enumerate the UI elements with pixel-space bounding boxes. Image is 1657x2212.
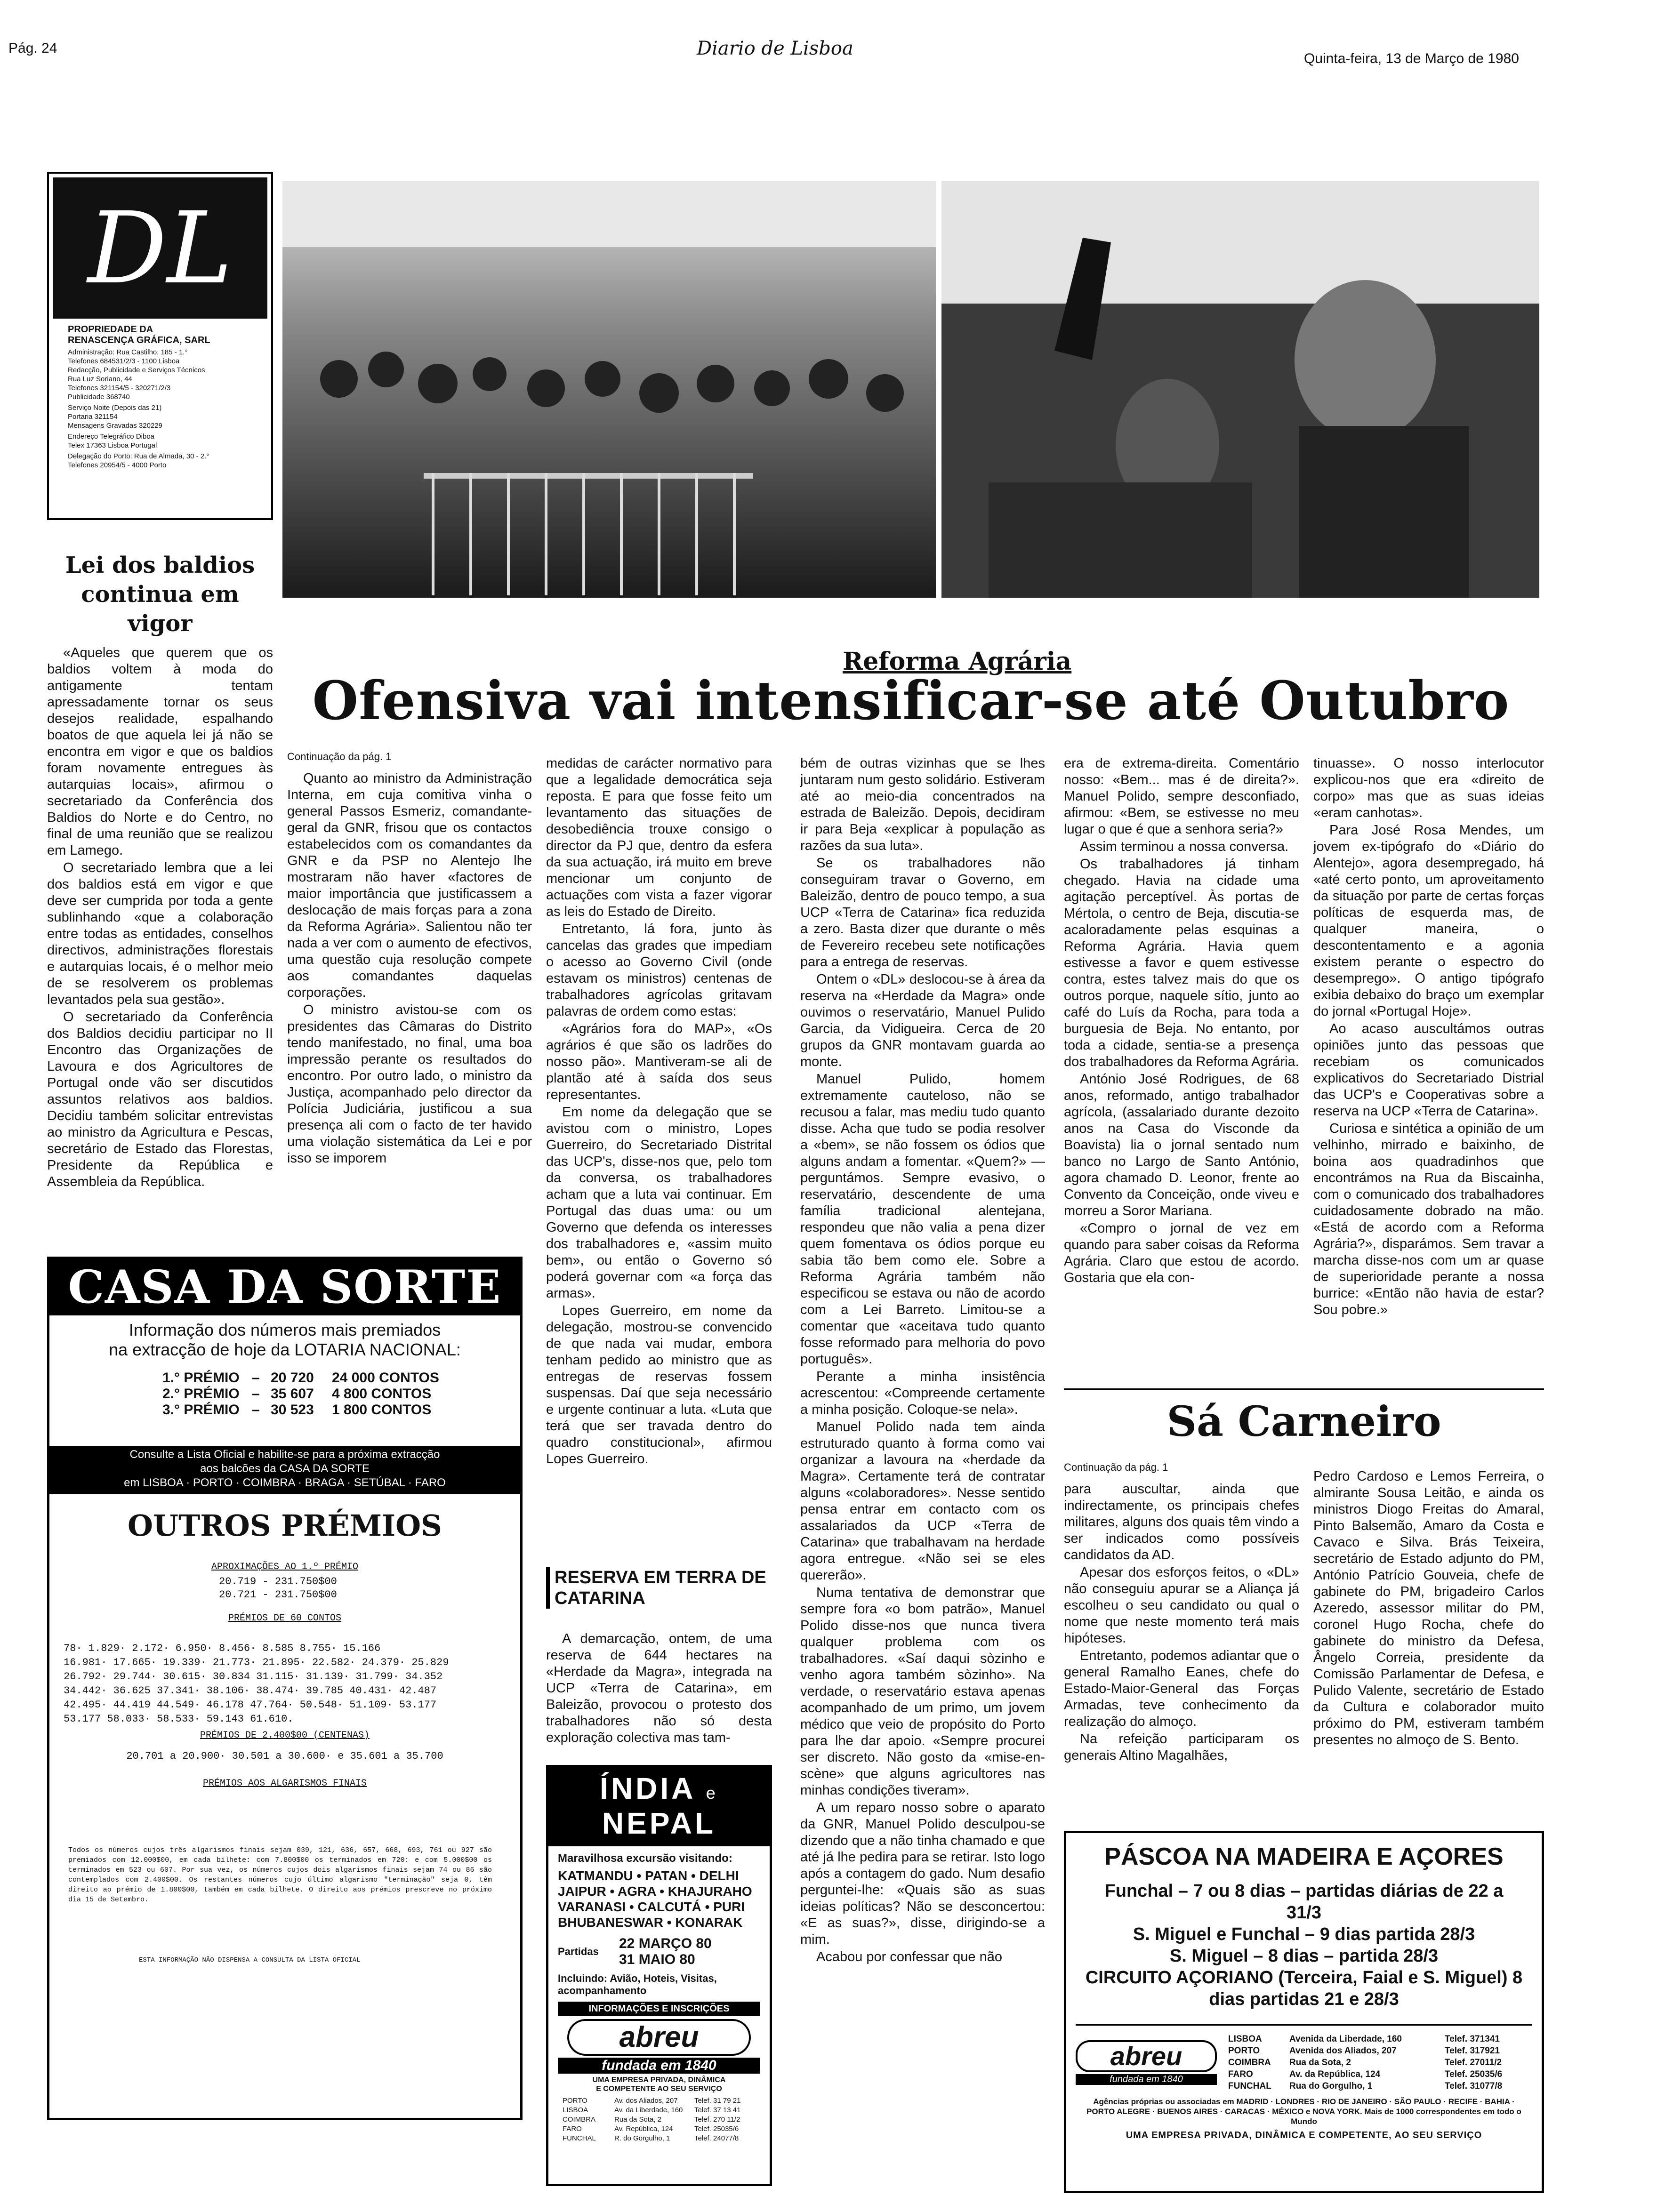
office-row — [1228, 2045, 1532, 2057]
prize-row: 2.° PRÉMIO – 35 607 4 800 CONTOS — [162, 1386, 432, 1402]
centenas-title: PRÉMIOS DE 2.400$00 (CENTENAS) — [200, 1730, 370, 1741]
p60-row: 26.792· 29.744· 30.615· 30.834 31.115· 31.139· 31.799· 34.352 — [64, 1671, 443, 1683]
section-kicker: Reforma Agrária — [843, 647, 1072, 676]
office-field: PORTO — [1228, 2046, 1260, 2056]
paragraph: A demarcação, ontem, de uma reserva de 644 hectares na «Herdade da Magra», integrada na UCP «Terra de Catarina», em Baleizão, provocou o protesto dos trabalhadores não só desta exploração colectiva mas tam- — [546, 1631, 772, 1745]
casa-sorte-intro: Informação dos números mais premiados — [129, 1320, 441, 1339]
subhead-reserva: RESERVA EM TERRA DE CATARINA — [546, 1567, 772, 1609]
office-field: 4 800 CONTOS — [332, 1386, 432, 1402]
office-field: 30 523 — [271, 1402, 314, 1418]
prize-row: 1.° PRÉMIO – 20 720 24 000 CONTOS — [162, 1370, 439, 1386]
casa-sorte-intro: na extracção de hoje da LOTARIA NACIONAL: — [109, 1340, 461, 1359]
pascoa-line: S. Miguel e Funchal – 9 dias partida 28/3 — [1133, 1924, 1475, 1944]
office-field: Av. da Liberdade, 160 — [614, 2106, 683, 2114]
ad-includes: Incluindo: Avião, Hoteis, Visitas, acompanhamento — [558, 1972, 717, 1996]
paragraph: tinuasse». O nosso interlocutor explicou-nos que era «direito de corpo» mas que as suas ideias «eram canhotas». — [1313, 756, 1544, 820]
finais-text: Todos os números cujos três algarismos finais sejam 039, 121, 636, 657, 668, 693, 761 ou 927 são premiados com 12.000$00, em cada bilhete: com 7.800$00 os terminados em 720: e com 5.000$00 os terminados em 523 ou 607. Por sua vez, os números cujos dois algarismos finais sejam 74 ou 86 são contemplados com 2.400$00. Os restantes números cujo último algarismo "terminação" seja 0, têm direito ao prémio de 1.800$00, também em cada bilhete. O direito aos prémios prescreve no próximo dia 15 de Setembro. — [68, 1846, 492, 1904]
paragraph: Perante a minha insistência acrescentou: «Compreende certamente a minha posição. Coloque-se nela». — [800, 1369, 1045, 1417]
abreu-logo: abreu — [1076, 2040, 1217, 2072]
paragraph: Pedro Cardoso e Lemos Ferreira, o almirante Sousa Leitão, e ainda os ministros Diogo Freitas do Amaral, Pinto Balsemão, Amaro da Costa e Cavaco e Silva. Brás Teixeira, secretário de Estado adjunto do PM, António Patrício Gouveia, chefe de gabinete do PM, brigadeiro Carlos Azeredo, assessor militar do PM, coronel Hugo Rocha, chefe do gabinete do ministro da Defesa, Ângelo Correia, presidente da Comissão Parlamentar de Defesa, e Pulido Valente, secretário de Estado da Cultura e colaborador muito próximo do PM, estiveram também presentes no almoço de S. Bento. — [1313, 1469, 1544, 1747]
office-field: 20 720 — [271, 1370, 314, 1386]
dl-contact-line: Telex 17363 Lisboa Portugal — [68, 441, 157, 449]
abreu-founded: fundada em 1840 — [1076, 2074, 1217, 2085]
office-row — [563, 2096, 756, 2106]
paragraph: Curiosa e sintética a opinião de um velhinho, mirrado e baixinho, de boina aos quadradinhos que encontrámos na Rua da Biscainha, com o comunicado dos trabalhadores cuidadosamente dobrado na mão. «Está de acordo com a Reforma Agrária?», disparámos. Sem travar a marcha disse-nos com um ar quase de superioridade perante a nossa burrice: «Então não havia de estar? Sou pobre.» — [1313, 1121, 1544, 1317]
dl-owner-2: RENASCENÇA GRÁFICA, SARL — [68, 335, 210, 345]
baldios-title-line: Lei dos baldios — [65, 552, 255, 578]
carneiro-rule — [1064, 1388, 1544, 1390]
pascoa-line: Funchal – 7 ou 8 dias – partidas diárias de 22 a 31/3 — [1104, 1881, 1504, 1923]
abreu-founded: fundada em 1840 — [558, 2058, 760, 2074]
reforma-column-4 — [1064, 755, 1299, 1287]
office-row — [1228, 2068, 1532, 2080]
place-line: BHUBANESWAR • KONARAK — [558, 1915, 743, 1930]
pascoa-ad — [1064, 1831, 1544, 2193]
paragraph: bém de outras vizinhas que se lhes juntaram num gesto solidário. Estiveram até ao meio-dia concentrados na estrada de Baleizão. Depois, decidiram ir para Beja «explicar à população as razões da sua luta». — [800, 756, 1045, 853]
india-nepal-ad — [546, 1765, 772, 2186]
centenas-values: 20.701 a 20.900· 30.501 a 30.600· e 35.601 a 35.700 — [126, 1750, 443, 1762]
reforma-column-1 — [287, 748, 532, 1168]
dl-contact-line: Rua Luz Soriano, 44 — [68, 375, 132, 383]
outros-title: OUTROS PRÉMIOS — [128, 1508, 442, 1543]
paragraph: A um reparo nosso sobre o aparato da GNR, Manuel Polido desculpou-se dizendo que a não tinha chamado e que até já lhe pedira para se retirar. Isto logo após a contagem do gado. Num desafio perguntei-lhe: «Quais são as suas ideias políticas? Não se desconcertou: «E as suas?», disse, dirigindo-se a mim. — [800, 1800, 1045, 1947]
abreu-logo: abreu — [567, 2019, 751, 2056]
paragraph: Ontem o «DL» deslocou-se à área da reserva na «Herdade da Magra» onde ouvimos o reservatário, Manuel Pulido Garcia, da Vidigueira. Cerca de 20 grupos da GNR montavam guarda ao monte. — [800, 972, 1045, 1069]
office-field: Telef. 37 13 41 — [694, 2106, 741, 2114]
office-field: FARO — [563, 2125, 582, 2133]
pascoa-line: S. Miguel – 8 dias – partida 28/3 — [1169, 1946, 1439, 1966]
ad-info-banner: INFORMAÇÕES E INSCRIÇÕES — [558, 2002, 760, 2016]
prize-row: 3.° PRÉMIO – 30 523 1 800 CONTOS — [162, 1402, 432, 1418]
paragraph: António José Rodrigues, de 68 anos, reformado, antigo trabalhador agrícola, (assalariado durante dezoito anos na Casa do Visconde da Boavista) lia o jornal sentado num banco no Largo de Santo António, agora chamado D. Leonor, frente ao Convento da Conceição, onde viveu e morreu a Soror Mariana. — [1064, 1072, 1299, 1218]
prize-list — [162, 1370, 520, 1418]
p60-row: 34.442· 36.625 37.341· 38.106· 38.474· 39.785 40.431· 42.487 — [64, 1685, 437, 1697]
paragraph: Entretanto, lá fora, junto às cancelas das grades que impediam o acesso ao Governo Civil (onde estavam os ministros) centenas de trabalhadores agrícolas gritavam palavras de ordem como estas: — [546, 922, 772, 1019]
office-field: Telef. 27011/2 — [1445, 2058, 1502, 2068]
paragraph: Quanto ao ministro da Administração Interna, em cuja comitiva vinha o general Passos Esmeriz, comandante-geral da GNR, frisou que os contactos estabelecidos com os comandantes da GNR e da PSP no Alentejo lhe mostraram não haver «factores de maior importância que justificassem a deslocação de mais forças para a zona da Reforma Agrária». Salientou não ter nada a ver com o aumento de efectivos, uma questão cuja resolução compete aos comandantes daquelas corporações. — [287, 771, 532, 1000]
partidas-label: Partidas — [558, 1946, 599, 1957]
dl-contact-line: Publicidade 368740 — [68, 393, 130, 401]
paragraph: Manuel Pulido, homem extremamente cauteloso, não se recusou a falar, mas mediu tudo quanto disse. Acha que tudo se podia resolver a «bem», se não fossem os ódios que alguns andam a fomentar. «Quem?» — perguntámos. Sempre evasivo, o reservatário, descendente de uma família tradicional alentejana, respondeu que não valia a pena dizer quem fomentava os ódios porque eu sabia tão bem como ele. Sobre a Reforma Agrária também não especificou se estava ou não de acordo com a Lei Barreto. Limitou-se a comentar que «aceitava tudo quanto fosse reformado para melhoria do povo português». — [800, 1072, 1045, 1367]
footer-line: em LISBOA · PORTO · COIMBRA · BRAGA · SETÚBAL · FARO — [124, 1476, 446, 1489]
paragraph: Na refeição participaram os generais Altino Magalhães, — [1064, 1731, 1299, 1763]
paragraph: «Compro o jornal de vez em quando para saber coisas da Reforma Agrária. Claro que estou de acordo. Gostaria que ela con- — [1064, 1221, 1299, 1285]
office-row — [563, 2134, 756, 2143]
paragraph: para auscultar, ainda que indirectamente, os principais chefes militares, alguns dos quais têm vindo a ser indicados como possíveis candidatos da AD. — [1064, 1482, 1299, 1563]
dl-contacts — [68, 348, 252, 470]
finais-title: PRÉMIOS AOS ALGARISMOS FINAIS — [202, 1778, 367, 1789]
office-field: 1.° PRÉMIO — [162, 1370, 240, 1386]
office-field: R. do Gorgulho, 1 — [614, 2134, 670, 2142]
footer-line: aos balcões da CASA DA SORTE — [200, 1462, 370, 1475]
footer-line: Consulte a Lista Oficial e habilite-se para a próxima extracção — [129, 1448, 440, 1461]
ad-offices — [548, 2093, 770, 2146]
continued-note: Continuação da pág. 1 — [1064, 1461, 1168, 1473]
ad-title-and: e — [706, 1783, 718, 1803]
partida-date: 22 MARÇO 80 — [619, 1936, 712, 1951]
dl-contact-line: Serviço Noite (Depois das 21) — [68, 404, 162, 412]
office-field: Telef. 25035/6 — [1445, 2069, 1503, 2079]
office-field: FUNCHAL — [1228, 2081, 1271, 2091]
paragraph: Se os trabalhadores não conseguiram travar o Governo, em Baleizão, dentro de pouco tempo, a sua UCP «Terra de Catarina» fica reduzida a zero. Basta dizer que durante o mês de Fevereiro recebeu sete notificações para a entrega de reservas. — [800, 856, 1045, 970]
paragraph: Em nome da delegação que se avistou com o ministro, Lopes Guerreiro, do Secretariado Distrital das UCP's, disse-nos que, pelo tom da conversa, os trabalhadores acham que a luta vai continuar. Em Portugal das duas uma: ou um Governo que defenda os interesses dos trabalhadores e, «assim muito bem», ou então o Governo só poderá governar com «a força das armas». — [546, 1105, 772, 1301]
office-field: Rua do Gorgulho, 1 — [1289, 2081, 1373, 2091]
office-field: Rua da Sota, 2 — [1289, 2058, 1351, 2068]
page-number: Pág. 24 — [8, 40, 57, 56]
dl-contact-line: Portaria 321154 — [68, 413, 118, 421]
p60-title: PRÉMIOS DE 60 CONTOS — [228, 1613, 342, 1624]
crowd-photo — [282, 181, 936, 598]
paragraph: «Agrários fora do MAP», «Os agrários é que são os ladrões do nosso pão». Mantiveram-se ali de plantão até à saída dos seus representantes. — [546, 1021, 772, 1102]
office-field: Rua da Sota, 2 — [614, 2116, 662, 2124]
outros-note: ESTA INFORMAÇÃO NÃO DISPENSA A CONSULTA DA LISTA OFICIAL — [139, 1956, 361, 1964]
office-field: Av. dos Aliados, 207 — [614, 2097, 678, 2105]
office-row — [563, 2106, 756, 2115]
office-field: Telef. 25035/6 — [694, 2125, 739, 2133]
office-field: Telef. 31 79 21 — [694, 2097, 741, 2105]
paragraph: Manuel Polido nada tem ainda estruturado quanto à forma como vai organizar a lavoura na «herdade da Magra». Certamente terá de contratar alguns «colaboradores». Nesse sentido pensa entrar em contacto com os assalariados da UCP «Terra de Catarina» que trabalhavam na herdade agora entregue. «Não sei se eles quererão». — [800, 1419, 1045, 1583]
paragraph: era de extrema-direita. Comentário nosso: «Bem... mas é de direita?». Manuel Polido, sempre desconfiado, afirmou: «Bem, se estivesse no meu lugar o que é que a senhora seria?» — [1064, 756, 1299, 837]
ad-places — [548, 1868, 770, 1930]
reforma-column-3 — [800, 755, 1045, 1966]
reforma-column-5 — [1313, 755, 1544, 1319]
ad-title-india: ÍNDIA — [600, 1771, 695, 1805]
office-field: Av. da República, 124 — [1289, 2069, 1381, 2079]
newspaper-title: Diario de Lisboa — [697, 38, 853, 59]
tagline-line: E COMPETENTE AO SEU SERVIÇO — [596, 2085, 722, 2093]
main-headline: Ofensiva vai intensificar-se até Outubro — [312, 670, 1510, 732]
abreu-tagline — [548, 2076, 770, 2093]
office-field: PORTO — [563, 2097, 587, 2105]
tagline-line: UMA EMPRESA PRIVADA, DINÂMICA — [592, 2076, 726, 2084]
office-row — [563, 2115, 756, 2124]
carneiro-column-1 — [1064, 1459, 1299, 1765]
office-field: Telef. 371341 — [1445, 2034, 1500, 2044]
p60-list — [64, 1642, 520, 1726]
office-field: COIMBRA — [1228, 2058, 1271, 2068]
office-field: FUNCHAL — [563, 2134, 596, 2142]
dl-contact-line: Telefones 684531/2/3 - 1100 Lisboa — [68, 357, 180, 365]
paragraph: Acabou por confessar que não — [816, 1949, 1002, 1964]
paragraph: Apesar dos esforços feitos, o «DL» não conseguiu apurar se a Aliança já escolheu o seu candidato ou qual o nome que neste momento terá mais hipóteses. — [1064, 1565, 1299, 1646]
pascoa-line: CIRCUITO AÇORIANO (Terceira, Faial e S. Miguel) 8 dias partidas 21 e 28/3 — [1085, 1968, 1523, 2009]
issue-date: Quinta-feira, 13 de Março de 1980 — [1304, 51, 1519, 66]
approx-title: APROXIMAÇÕES AO 1.º PRÉMIO — [211, 1562, 359, 1572]
pascoa-title: PÁSCOA NA MADEIRA E AÇORES — [1104, 1843, 1504, 1870]
baldios-headline — [47, 551, 273, 638]
ad-subtitle: Maravilhosa excursão visitando: — [558, 1852, 732, 1865]
approx-row: 20.719 - 231.750$00 — [219, 1576, 337, 1587]
ad-title-nepal: NEPAL — [602, 1806, 716, 1840]
office-field: Telef. 270 11/2 — [694, 2116, 740, 2124]
dl-contact-line: Redacção, Publicidade e Serviços Técnicos — [68, 366, 205, 374]
office-row — [1228, 2033, 1532, 2045]
place-line: KATMANDU • PATAN • DELHI — [558, 1868, 739, 1883]
dl-owner-1: PROPRIEDADE DA — [68, 324, 153, 335]
casa-sorte-title: CASA DA SORTE — [49, 1259, 520, 1315]
paragraph: medidas de carácter normativo para que a legalidade democrática seja reposta. E para que fosse feito um levantamento das situações de desobediência trouxe consigo o director da PJ que, dentro da esfera da sua actuação, irá muito em breve mencionar um conjunto de actuações com vista a fazer vigorar as leis do Estado de Direito. — [546, 756, 772, 919]
place-line: JAIPUR • AGRA • KHAJURAHO — [558, 1884, 752, 1899]
paragraph: O secretariado da Conferência dos Baldios decidiu participar no II Encontro das Organizações de Lavoura e dos Agricultores de Portugal onde vão ser discutidos assuntos relativos aos baldios. Decidiu também solicitar entrevistas ao ministro da Agricultura e Pescas, secretário de Estado das Florestas, Presidente da República e Assembleia da República. — [47, 1010, 273, 1189]
office-field: FARO — [1228, 2069, 1253, 2079]
office-row — [563, 2124, 756, 2134]
p60-row: 42.495· 44.419 44.549· 46.178 47.764· 50.548· 51.109· 53.177 — [64, 1699, 437, 1711]
paragraph: Para José Rosa Mendes, um jovem ex-tipógrafo do «Diário do Alentejo», agora desempregado, há «até certo ponto, um aproveitamento da situação por parte de certas forças políticas de esquerda mas, de qualquer maneira, o descontentamento e a agonia existem perante o espectro do desemprego». O antigo tipógrafo exibia debaixo do braço um exemplar do jornal «Portugal Hoje». — [1313, 823, 1544, 1019]
office-field: 3.° PRÉMIO — [162, 1402, 240, 1418]
p60-row: 53.177 58.033· 58.533· 59.143 61.610. — [64, 1713, 294, 1725]
office-row — [1228, 2057, 1532, 2068]
office-field: COIMBRA — [563, 2116, 596, 2124]
office-field: Telef. 31077/8 — [1445, 2081, 1503, 2091]
dl-contact-line: Telefones 321154/5 - 320271/2/3 — [68, 384, 171, 392]
office-field: Avenida da Liberdade, 160 — [1289, 2034, 1402, 2044]
continued-note: Continuação da pág. 1 — [287, 751, 392, 762]
reforma-column-2 — [546, 755, 772, 1468]
paragraph: Assim terminou a nossa conversa. — [1080, 839, 1289, 854]
dl-contact-line: Mensagens Gravadas 320229 — [68, 422, 162, 430]
place-line: VARANASI • CALCUTÁ • PURI — [558, 1899, 745, 1914]
partida-date: 31 MAIO 80 — [619, 1952, 695, 1967]
office-field: 1 800 CONTOS — [332, 1402, 432, 1418]
paragraph: «Aqueles que querem que os baldios voltem à moda do antigamente tentam apressadamente tornar os seus desejos realidade, espalhando boatos de que aquela lei já não se encontra em vigor e que os baldios foram novamente entregues às autarquias locais», afirmou o secretariado da Conferência dos Baldios do Norte e do Centro, no final de uma reunião que se realizou em Lamego. — [47, 645, 273, 858]
office-field: LISBOA — [1228, 2034, 1262, 2044]
p60-row: 16.981· 17.665· 19.339· 21.773· 21.895· 22.582· 24.379· 25.829 — [64, 1657, 449, 1668]
office-field: Avenida dos Aliados, 207 — [1289, 2046, 1397, 2056]
dl-masthead-box — [47, 172, 273, 520]
carneiro-headline: Sá Carneiro — [1166, 1397, 1441, 1446]
dl-contact-line: Telefones 20954/5 - 4000 Porto — [68, 461, 167, 469]
dl-contact-line: Administração: Rua Castilho, 185 - 1.° — [68, 348, 188, 356]
pascoa-agencies: Agências próprias ou associadas em MADRID · LONDRES · RIO DE JANEIRO · SÃO PAULO · RECIFE · BAHIA · PORTO ALEGRE · BUENOS AIRES · CARACAS · MÉXICO e NOVA YORK. Mais de 1000 correspondentes em todo o Mundo — [1086, 2097, 1521, 2126]
approx-row: 20.721 - 231.750$00 — [219, 1589, 337, 1601]
paragraph: O secretariado lembra que a lei dos baldios está em vigor e que deve ser cumprida por toda a gente sublinhando «que a colaboração entre todas as entidades, conselhos directivos, administrações florestais e autarquias locais, é o melhor meio de se resolverem os problemas levantados pela sua gestão». — [47, 860, 273, 1007]
paragraph: O ministro avistou-se com os presidentes das Câmaras do Distrito tendo manifestado, no final, uma boa impressão perante os resultados do encontro. Por outro lado, o ministro da Justiça, acompanhado pelo director da Polícia Judiciária, justificou a sua presença ali com o facto de ter havido uma violação sistemática da Lei e por isso se imporem — [287, 1002, 532, 1166]
office-field: Telef. 317921 — [1445, 2046, 1500, 2056]
pascoa-offices — [1217, 2033, 1532, 2092]
paragraph: Ao acaso auscultámos outras opiniões junto das pessoas que recebiam os comunicados explicativos do Secretariado Distrial das UCP's e Cooperativas sobre a reserva na UCP «Terra de Catarina». — [1313, 1021, 1544, 1119]
outros-premios-box — [47, 1494, 523, 2120]
dl-contact-line: Delegação do Porto: Rua de Almada, 30 - 2.° — [68, 452, 209, 460]
paragraph: Numa tentativa de demonstrar que sempre fora «o bom patrão», Manuel Polido disse-nos que nunca tivera qualquer problema com os trabalhadores. «Saí daqui sòzinho e venho agora também sòzinho». Na verdade, o reservatário estava apenas acompanhado de um primo, um jovem médico que veio de propósito do Porto para lhe dar apoio. «Sempre procurei ser discreto. Não gosto da «mise-en-scène» que alguns agricultores nas minhas condições tiveram». — [800, 1585, 1045, 1798]
office-field: 35 607 — [271, 1386, 314, 1402]
p60-row: 78· 1.829· 2.172· 6.950· 8.456· 8.585 8.755· 15.166 — [64, 1643, 381, 1654]
office-row — [1228, 2080, 1532, 2092]
casa-sorte-footer — [49, 1446, 520, 1492]
casa-sorte-ad — [47, 1257, 523, 1494]
office-field: Telef. 24077/8 — [694, 2134, 739, 2142]
baldios-title-line: continua em vigor — [81, 581, 239, 637]
baldios-article — [47, 645, 273, 1191]
pascoa-tagline: UMA EMPRESA PRIVADA, DINÂMICA E COMPETENTE, AO SEU SERVIÇO — [1126, 2130, 1482, 2140]
paragraph: Entretanto, podemos adiantar que o general Ramalho Eanes, chefe do Estado-Maior-General das Forças Armadas, teve conhecimento da realização do almoço. — [1064, 1648, 1299, 1729]
pascoa-footer — [1076, 2024, 1532, 2092]
paragraph: Lopes Guerreiro, em nome da delegação, mostrou-se convencido de que nada vai mudar, embora tenham pedido ao ministro que as entregas de reservas fossem suspensas. Daí que seja necessário e urgente continuar a luta. «Luta que terá que ser travada dentro do quadro constitucional», afirmou Lopes Guerreiro. — [546, 1303, 772, 1467]
dl-logo: DL — [88, 190, 233, 306]
dl-contact-line: Endereço Telegráfico Diboa — [68, 433, 155, 441]
reforma-column-2b — [546, 1631, 772, 1747]
office-field: LISBOA — [563, 2106, 588, 2114]
protester-photo — [941, 181, 1539, 598]
office-field: 2.° PRÉMIO — [162, 1386, 240, 1402]
carneiro-column-2 — [1313, 1468, 1544, 1749]
office-field: Av. República, 124 — [614, 2125, 673, 2133]
office-field: 24 000 CONTOS — [332, 1370, 439, 1386]
paragraph: Os trabalhadores já tinham chegado. Havia na cidade uma agitação perceptível. Às portas de Mértola, o centro de Beja, discutia-se acaloradamente pelas esquinas a Reforma Agrária. Havia quem estivesse a favor e quem estivesse contra, estes talvez mais do que os outros porque, naquele sítio, junto ao café do Luís da Rocha, para toda a burguesia de Beja. No entanto, por toda a cidade, sentia-se a presença dos trabalhadores da Reforma Agrária. — [1064, 857, 1299, 1069]
